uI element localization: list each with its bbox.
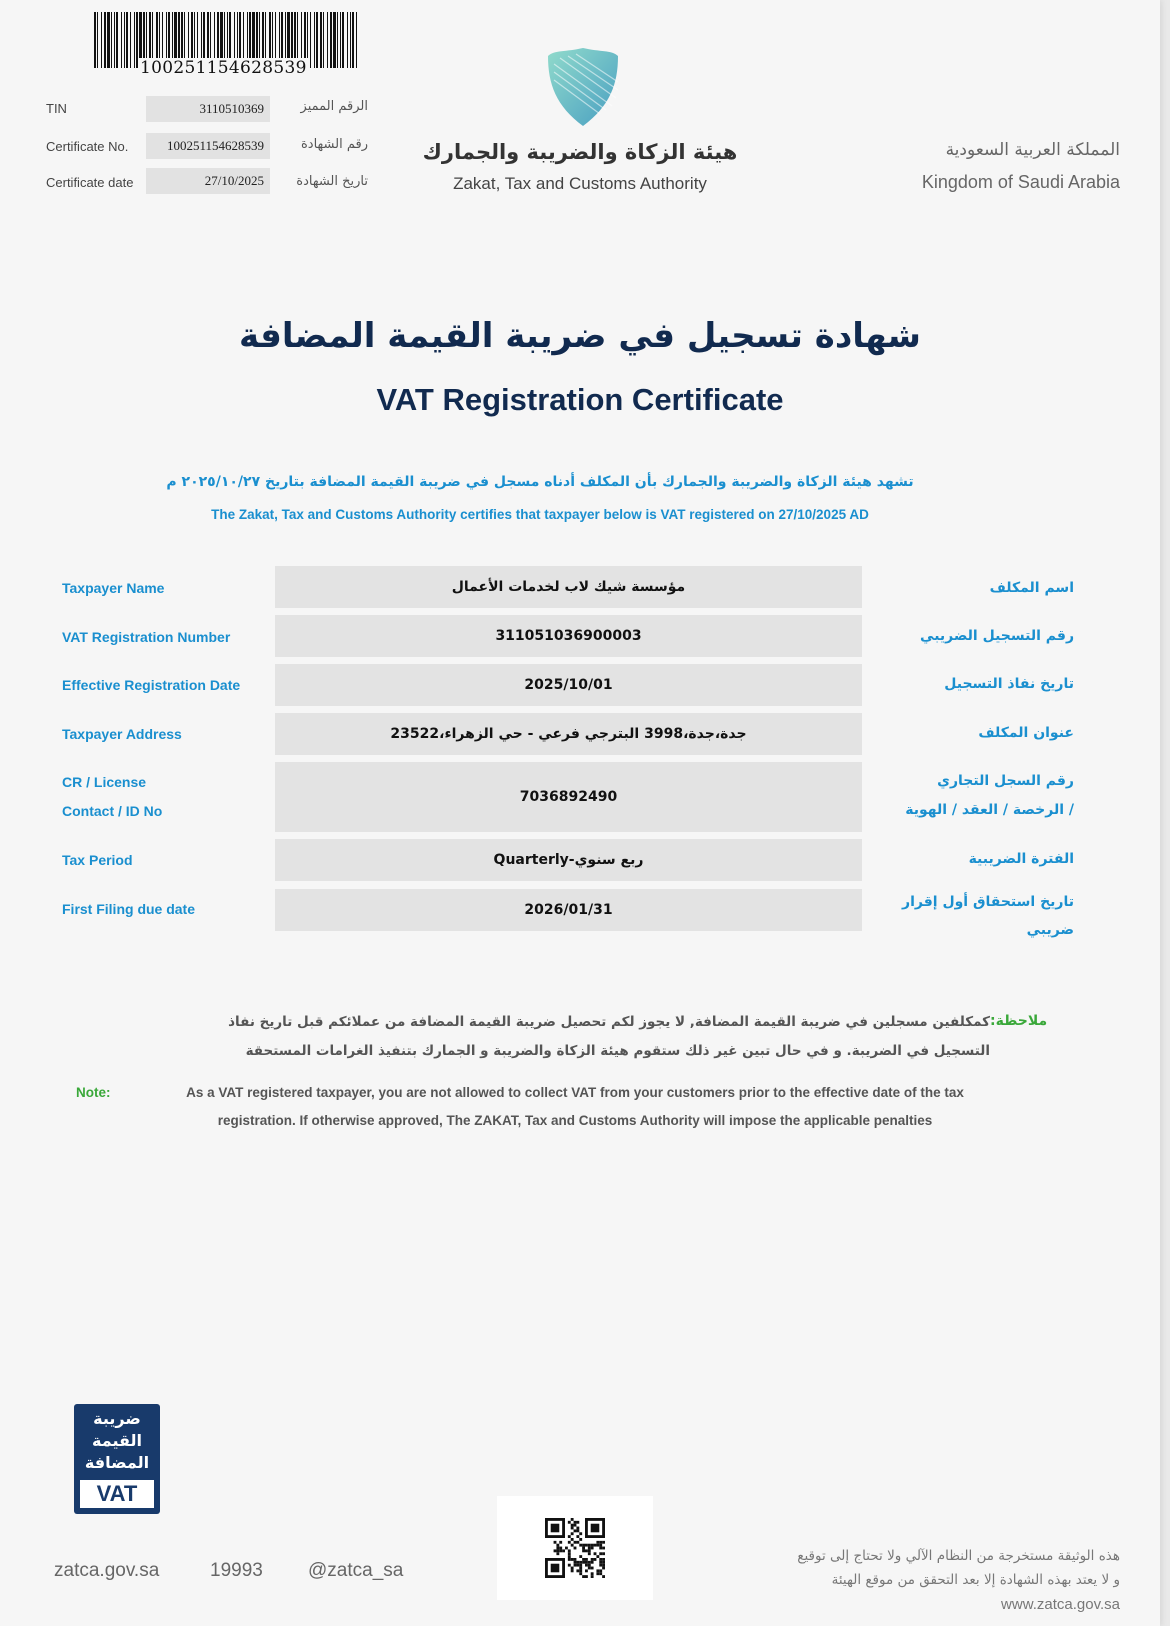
- qr-module: [568, 1535, 571, 1538]
- qr-module: [591, 1558, 594, 1561]
- qr-module: [588, 1564, 591, 1567]
- qr-module: [571, 1544, 574, 1547]
- certificate-no-label-en: Certificate No.: [46, 139, 129, 154]
- footer-disclaimer-1: هذه الوثيقة مستخرجة من النظام الآلي ولا تحتاج إلى توقيع: [797, 1548, 1120, 1564]
- qr-module: [585, 1561, 588, 1564]
- qr-module: [571, 1532, 574, 1535]
- footer-url[interactable]: www.zatca.gov.sa: [1001, 1596, 1120, 1613]
- qr-module: [585, 1544, 588, 1547]
- qr-module: [565, 1547, 568, 1550]
- qr-module: [562, 1549, 565, 1552]
- footer-disclaimer-2: و لا يعتد بهذه الشهادة إلا بعد التحقق من موقع الهيئة: [831, 1572, 1120, 1588]
- qr-module: [582, 1575, 585, 1578]
- qr-module: [585, 1564, 588, 1567]
- qr-module: [588, 1549, 591, 1552]
- qr-module: [571, 1524, 574, 1527]
- qr-module: [574, 1521, 577, 1524]
- qr-module: [568, 1541, 571, 1544]
- qr-module: [571, 1567, 574, 1570]
- qr-module: [588, 1552, 591, 1555]
- note-line1-en: As a VAT registered taxpayer, you are not allowed to collect VAT from your customers prior to the effective date of the tax: [186, 1085, 964, 1100]
- qr-module: [602, 1567, 605, 1570]
- first-filing-label-ar: تاريخ استحقاق أول إقرار: [902, 894, 1074, 910]
- qr-module: [579, 1572, 582, 1575]
- qr-module: [591, 1567, 594, 1570]
- effective-date-label-ar: تاريخ نفاذ التسجيل: [944, 676, 1074, 692]
- qr-module: [568, 1555, 571, 1558]
- qr-module: [599, 1558, 602, 1561]
- qr-module: [579, 1569, 582, 1572]
- qr-module: [576, 1541, 579, 1544]
- certificate-date-label-ar: تاريخ الشهادة: [296, 174, 368, 189]
- note-line1-ar: كمكلفين مسجلين في ضريبة القيمة المضافة, لا يجوز لكم تحصيل ضريبة القيمة المضافة من عملائكم قبل تاريخ نفاذ: [228, 1014, 990, 1030]
- qr-module: [588, 1561, 591, 1564]
- qr-module: [599, 1547, 602, 1550]
- qr-module: [576, 1564, 579, 1567]
- effective-date-value: 2025/10/01: [275, 664, 862, 706]
- certificate-no-label-ar: رقم الشهادة: [301, 137, 368, 152]
- qr-module: [582, 1544, 585, 1547]
- qr-finder-core: [551, 1524, 560, 1533]
- vat-logo-line2: القيمة: [92, 1431, 142, 1450]
- taxpayer-address-label-en: Taxpayer Address: [62, 726, 182, 742]
- qr-module: [568, 1552, 571, 1555]
- qr-module: [576, 1561, 579, 1564]
- qr-module: [574, 1558, 577, 1561]
- note-text-en: [150, 1079, 1000, 1135]
- qr-module: [576, 1529, 579, 1532]
- qr-module: [588, 1567, 591, 1570]
- qr-module: [579, 1561, 582, 1564]
- qr-module: [602, 1558, 605, 1561]
- qr-module: [599, 1552, 602, 1555]
- qr-module: [602, 1564, 605, 1567]
- qr-module: [591, 1572, 594, 1575]
- qr-module: [602, 1575, 605, 1578]
- note-label-en: Note:: [76, 1085, 111, 1100]
- footer-phone: 19993: [210, 1560, 263, 1581]
- qr-module: [554, 1541, 557, 1544]
- vat-logo-text: VAT: [80, 1480, 154, 1508]
- qr-module: [602, 1552, 605, 1555]
- qr-module: [579, 1564, 582, 1567]
- qr-module: [574, 1524, 577, 1527]
- certificate-date-label-en: Certificate date: [46, 175, 134, 190]
- qr-module: [576, 1521, 579, 1524]
- certificate-no-value: 100251154628539: [146, 133, 270, 159]
- qr-module: [574, 1541, 577, 1544]
- certificate-date-value: 27/10/2025: [146, 168, 270, 194]
- effective-date-label-en: Effective Registration Date: [62, 677, 241, 693]
- qr-module: [599, 1544, 602, 1547]
- qr-module: [591, 1544, 594, 1547]
- taxpayer-name-value: مؤسسة شيك لاب لخدمات الأعمال: [275, 566, 862, 608]
- footer-social[interactable]: @zatca_sa: [308, 1560, 404, 1581]
- qr-module: [591, 1547, 594, 1550]
- qr-module: [602, 1561, 605, 1564]
- qr-module: [582, 1558, 585, 1561]
- qr-module: [594, 1558, 597, 1561]
- vat-logo-line3: المضافة: [84, 1453, 150, 1472]
- kingdom-name-en: Kingdom of Saudi Arabia: [921, 172, 1120, 192]
- qr-module: [599, 1541, 602, 1544]
- qr-module: [579, 1538, 582, 1541]
- vat-number-label-en: VAT Registration Number: [62, 629, 231, 645]
- qr-module: [585, 1575, 588, 1578]
- qr-module: [574, 1529, 577, 1532]
- tax-period-label-en: Tax Period: [62, 852, 133, 868]
- qr-module: [602, 1547, 605, 1550]
- qr-module: [571, 1527, 574, 1530]
- first-filing-label-en: First Filing due date: [62, 901, 196, 917]
- qr-module: [574, 1547, 577, 1550]
- qr-module: [591, 1561, 594, 1564]
- zatca-logo: [540, 44, 626, 130]
- qr-module: [556, 1549, 559, 1552]
- note-text-ar: [180, 1008, 990, 1066]
- vat-number-label-ar: رقم التسجيل الضريبي: [920, 628, 1074, 644]
- qr-module: [576, 1527, 579, 1530]
- qr-module: [554, 1549, 557, 1552]
- taxpayer-name-label-ar: اسم المكلف: [989, 580, 1074, 596]
- authority-name-ar: هيئة الزكاة والضريبة والجمارك: [422, 140, 738, 164]
- cr-license-label-ar: رقم السجل التجاري: [937, 773, 1074, 789]
- qr-module: [588, 1547, 591, 1550]
- qr-module: [582, 1561, 585, 1564]
- qr-module: [596, 1572, 599, 1575]
- note-line2-en: registration. If otherwise approved, The ZAKAT, Tax and Customs Authority will impose the applicable penalties: [217, 1113, 933, 1128]
- cr-license-label-en: CR / License: [62, 774, 147, 790]
- qr-module: [559, 1541, 562, 1544]
- qr-module: [576, 1535, 579, 1538]
- contact-id-label-en: Contact / ID No: [62, 803, 163, 819]
- qr-code-icon: [545, 1518, 605, 1578]
- qr-module: [571, 1518, 574, 1521]
- qr-module: [568, 1549, 571, 1552]
- taxpayer-address-label-ar: عنوان المكلف: [978, 725, 1074, 741]
- barcode: [94, 12, 360, 82]
- qr-module: [585, 1558, 588, 1561]
- qr-module: [579, 1532, 582, 1535]
- certify-statement-ar: تشهد هيئة الزكاة والضريبة والجمارك بأن المكلف أدناه مسجل في ضريبة القيمة المضافة بتاريخ ٢٠٢٥/١٠/٢٧ م: [166, 474, 914, 490]
- qr-finder-core: [591, 1524, 600, 1533]
- cr-license-value: 7036892490: [275, 762, 862, 832]
- qr-module: [602, 1541, 605, 1544]
- qr-module: [556, 1552, 559, 1555]
- qr-module: [582, 1547, 585, 1550]
- authority-name-en: Zakat, Tax and Customs Authority: [453, 174, 707, 193]
- qr-module: [585, 1569, 588, 1572]
- qr-module: [559, 1549, 562, 1552]
- note-label-ar: ملاحظة:: [990, 1013, 1048, 1029]
- tax-period-value: Quarterly-ربع سنوي: [275, 839, 862, 881]
- qr-module: [568, 1521, 571, 1524]
- title-en: VAT Registration Certificate: [376, 382, 784, 417]
- qr-module: [579, 1567, 582, 1570]
- qr-finder-core: [551, 1564, 560, 1573]
- qr-module: [599, 1572, 602, 1575]
- qr-module: [576, 1569, 579, 1572]
- barcode-number: 100251154628539: [140, 58, 307, 78]
- qr-module: [574, 1561, 577, 1564]
- certify-statement-en: The Zakat, Tax and Customs Authority certifies that taxpayer below is VAT registered on 27/10/2025 AD: [211, 507, 869, 522]
- qr-module: [556, 1544, 559, 1547]
- qr-module: [579, 1544, 582, 1547]
- qr-module: [571, 1558, 574, 1561]
- zatca-emblem-icon: [540, 44, 626, 130]
- qr-module: [591, 1575, 594, 1578]
- note-line2-ar: التسجيل في الضريبة. و في حال تبين غير ذلك ستقوم هيئة الزكاة والضريبة و الجمارك بتنفيذ الغرامات المستحقة: [245, 1043, 990, 1059]
- tin-label-ar: الرقم المميز: [300, 99, 368, 114]
- vat-logo-line1: ضريبة: [93, 1409, 141, 1428]
- qr-module: [594, 1544, 597, 1547]
- qr-code-box: [497, 1496, 653, 1600]
- qr-module: [596, 1544, 599, 1547]
- qr-module: [568, 1564, 571, 1567]
- footer-website[interactable]: zatca.gov.sa: [54, 1560, 160, 1581]
- contact-id-label-ar: / الرخصة / العقد / الهوية: [905, 802, 1074, 818]
- qr-module: [556, 1547, 559, 1550]
- vat-number-value: 311051036900003: [275, 615, 862, 657]
- qr-module: [571, 1538, 574, 1541]
- qr-module: [588, 1544, 591, 1547]
- qr-module: [596, 1541, 599, 1544]
- qr-module: [585, 1549, 588, 1552]
- taxpayer-address-value: جدة،جدة،3998 البترجي فرعي - حي الزهراء،23522: [275, 713, 862, 755]
- barcode-bar: [357, 12, 360, 68]
- tin-label-en: TIN: [46, 101, 67, 116]
- qr-module: [582, 1549, 585, 1552]
- taxpayer-name-label-en: Taxpayer Name: [62, 580, 165, 596]
- qr-module: [568, 1558, 571, 1561]
- qr-module: [599, 1569, 602, 1572]
- qr-module: [571, 1569, 574, 1572]
- qr-module: [574, 1564, 577, 1567]
- first-filing-label-ar-2: ضريبي: [1026, 922, 1074, 938]
- qr-module: [579, 1555, 582, 1558]
- qr-module: [599, 1561, 602, 1564]
- qr-module: [594, 1552, 597, 1555]
- qr-module: [596, 1555, 599, 1558]
- tin-value: 3110510369: [146, 96, 270, 122]
- qr-module: [559, 1547, 562, 1550]
- vat-logo: [74, 1404, 160, 1514]
- qr-module: [599, 1564, 602, 1567]
- kingdom-name-ar: المملكة العربية السعودية: [945, 140, 1120, 160]
- first-filing-value: 2026/01/31: [275, 889, 862, 931]
- qr-module: [596, 1569, 599, 1572]
- title-ar: شهادة تسجيل في ضريبة القيمة المضافة: [239, 316, 921, 356]
- tax-period-label-ar: الفترة الضريبية: [968, 851, 1074, 867]
